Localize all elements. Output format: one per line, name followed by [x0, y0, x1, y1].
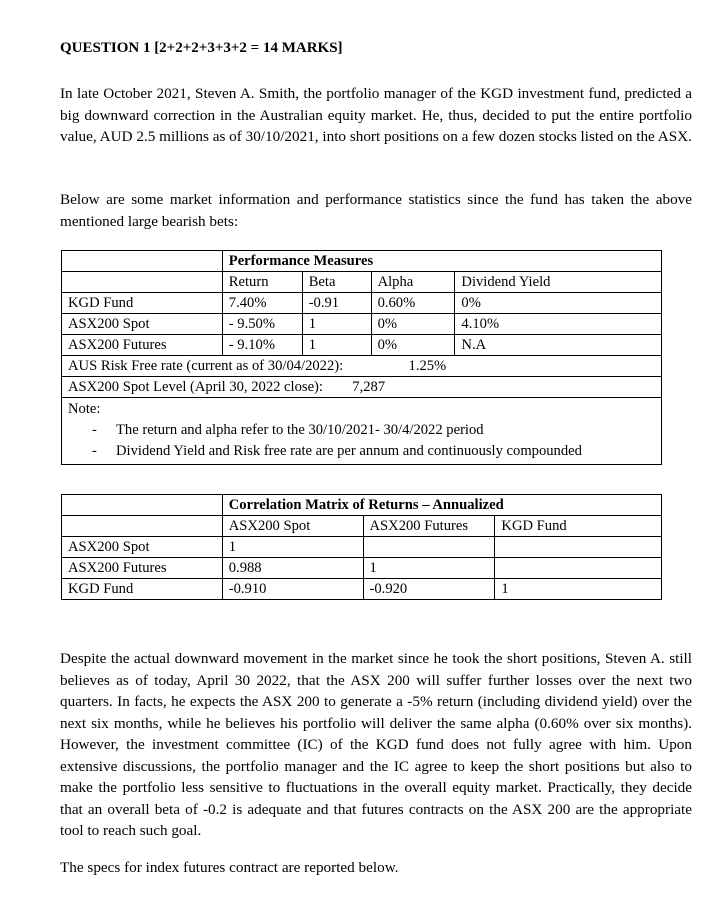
performance-table: [61, 250, 662, 465]
spot-level-label: ASX200 Spot Level (April 30, 2022 close):: [68, 379, 323, 395]
table-row: [62, 537, 662, 558]
row-label: ASX200 Futures: [62, 335, 223, 356]
header-asx200-futures: ASX200 Futures: [363, 516, 495, 537]
performance-header-row: [62, 272, 662, 293]
list-item: - Dividend Yield and Risk free rate are per annum and continuously compounded: [92, 443, 582, 459]
intro-paragraph: In late October 2021, Steven A. Smith, the portfolio manager of the KGD investment fund, predicted a big downward correction in the Australian equity market. He, thus, decided to put the entire portfolio value, AUD 2.5 millions as of 30/10/2021, into short positions on a few dozen stocks listed on the ASX.: [60, 85, 692, 145]
cell-return: - 9.10%: [222, 335, 302, 356]
cell-return: - 9.50%: [222, 314, 302, 335]
header-kgd-fund: KGD Fund: [495, 516, 662, 537]
cell-beta: 1: [302, 335, 371, 356]
spot-level-row: [62, 377, 662, 398]
performance-title-row: [62, 251, 662, 272]
question-title: QUESTION 1 [2+2+2+3+3+2 = 14 MARKS]: [60, 40, 343, 56]
correlation-header-row: [62, 516, 662, 537]
table-row: [62, 314, 662, 335]
correlation-table: [61, 494, 662, 600]
corr-cell: 0.988: [222, 558, 363, 579]
despite-paragraph: Despite the actual downward movement in the market since he took the short positions, Steven A. still believes as of today, April 30 2022, that the ASX 200 will suffer further losses over the next two quarters. In facts, he expects the ASX 200 to generate a -5% return (including dividend yield) over the next six months, while he believes his portfolio will deliver the same alpha (0.60% over six months). However, the investment committee (IC) of the KGD fund does not fully agree with him. Upon extensive discussions, the portfolio manager and the IC agree to keep the short positions but also to make the portfolio less sensitive to fluctuations in the overall equity market. Practically, they decide that an overall beta of -0.2 is adequate and that futures contracts on the ASX 200 are the appropriate tool to reach such goal.: [60, 650, 692, 839]
cell-dividend-yield: N.A: [455, 335, 662, 356]
cell-alpha: 0%: [371, 335, 455, 356]
row-label: KGD Fund: [62, 293, 223, 314]
corr-cell: [363, 537, 495, 558]
cell-dividend-yield: 4.10%: [455, 314, 662, 335]
list-item: - The return and alpha refer to the 30/10/2021- 30/4/2022 period: [92, 422, 484, 438]
note-list: [68, 420, 655, 462]
row-label: ASX200 Spot: [62, 314, 223, 335]
correlation-table-title: Correlation Matrix of Returns – Annualized: [222, 495, 661, 516]
cell-return: 7.40%: [222, 293, 302, 314]
corr-cell: 1: [495, 579, 662, 600]
risk-free-value: 1.25%: [408, 358, 447, 374]
header-alpha: Alpha: [371, 272, 455, 293]
cell-beta: 1: [302, 314, 371, 335]
spot-level-value: 7,287: [352, 379, 386, 395]
row-label: KGD Fund: [62, 579, 223, 600]
corr-cell: 1: [363, 558, 495, 579]
header-dividend-yield: Dividend Yield: [455, 272, 662, 293]
table-row: [62, 558, 662, 579]
header-beta: Beta: [302, 272, 371, 293]
cell-beta: -0.91: [302, 293, 371, 314]
note-label: Note:: [68, 401, 101, 417]
specs-paragraph: The specs for index futures contract are reported below.: [60, 859, 399, 876]
correlation-title-row: [62, 495, 662, 516]
corr-cell: [495, 558, 662, 579]
below-paragraph: Below are some market information and performance statistics since the fund has taken the above mentioned large bearish bets:: [60, 191, 692, 230]
cell-alpha: 0.60%: [371, 293, 455, 314]
row-label: ASX200 Futures: [62, 558, 223, 579]
table-row: [62, 335, 662, 356]
cell-dividend-yield: 0%: [455, 293, 662, 314]
table-row: [62, 579, 662, 600]
notes-row: [62, 398, 662, 465]
performance-table-title: Performance Measures: [222, 251, 661, 272]
corr-cell: -0.910: [222, 579, 363, 600]
corr-cell: -0.920: [363, 579, 495, 600]
header-return: Return: [222, 272, 302, 293]
corr-cell: [495, 537, 662, 558]
header-asx200-spot: ASX200 Spot: [222, 516, 363, 537]
table-row: [62, 293, 662, 314]
corr-cell: 1: [222, 537, 363, 558]
risk-free-row: [62, 356, 662, 377]
cell-alpha: 0%: [371, 314, 455, 335]
row-label: ASX200 Spot: [62, 537, 223, 558]
risk-free-label: AUS Risk Free rate (current as of 30/04/2022):: [68, 358, 344, 374]
